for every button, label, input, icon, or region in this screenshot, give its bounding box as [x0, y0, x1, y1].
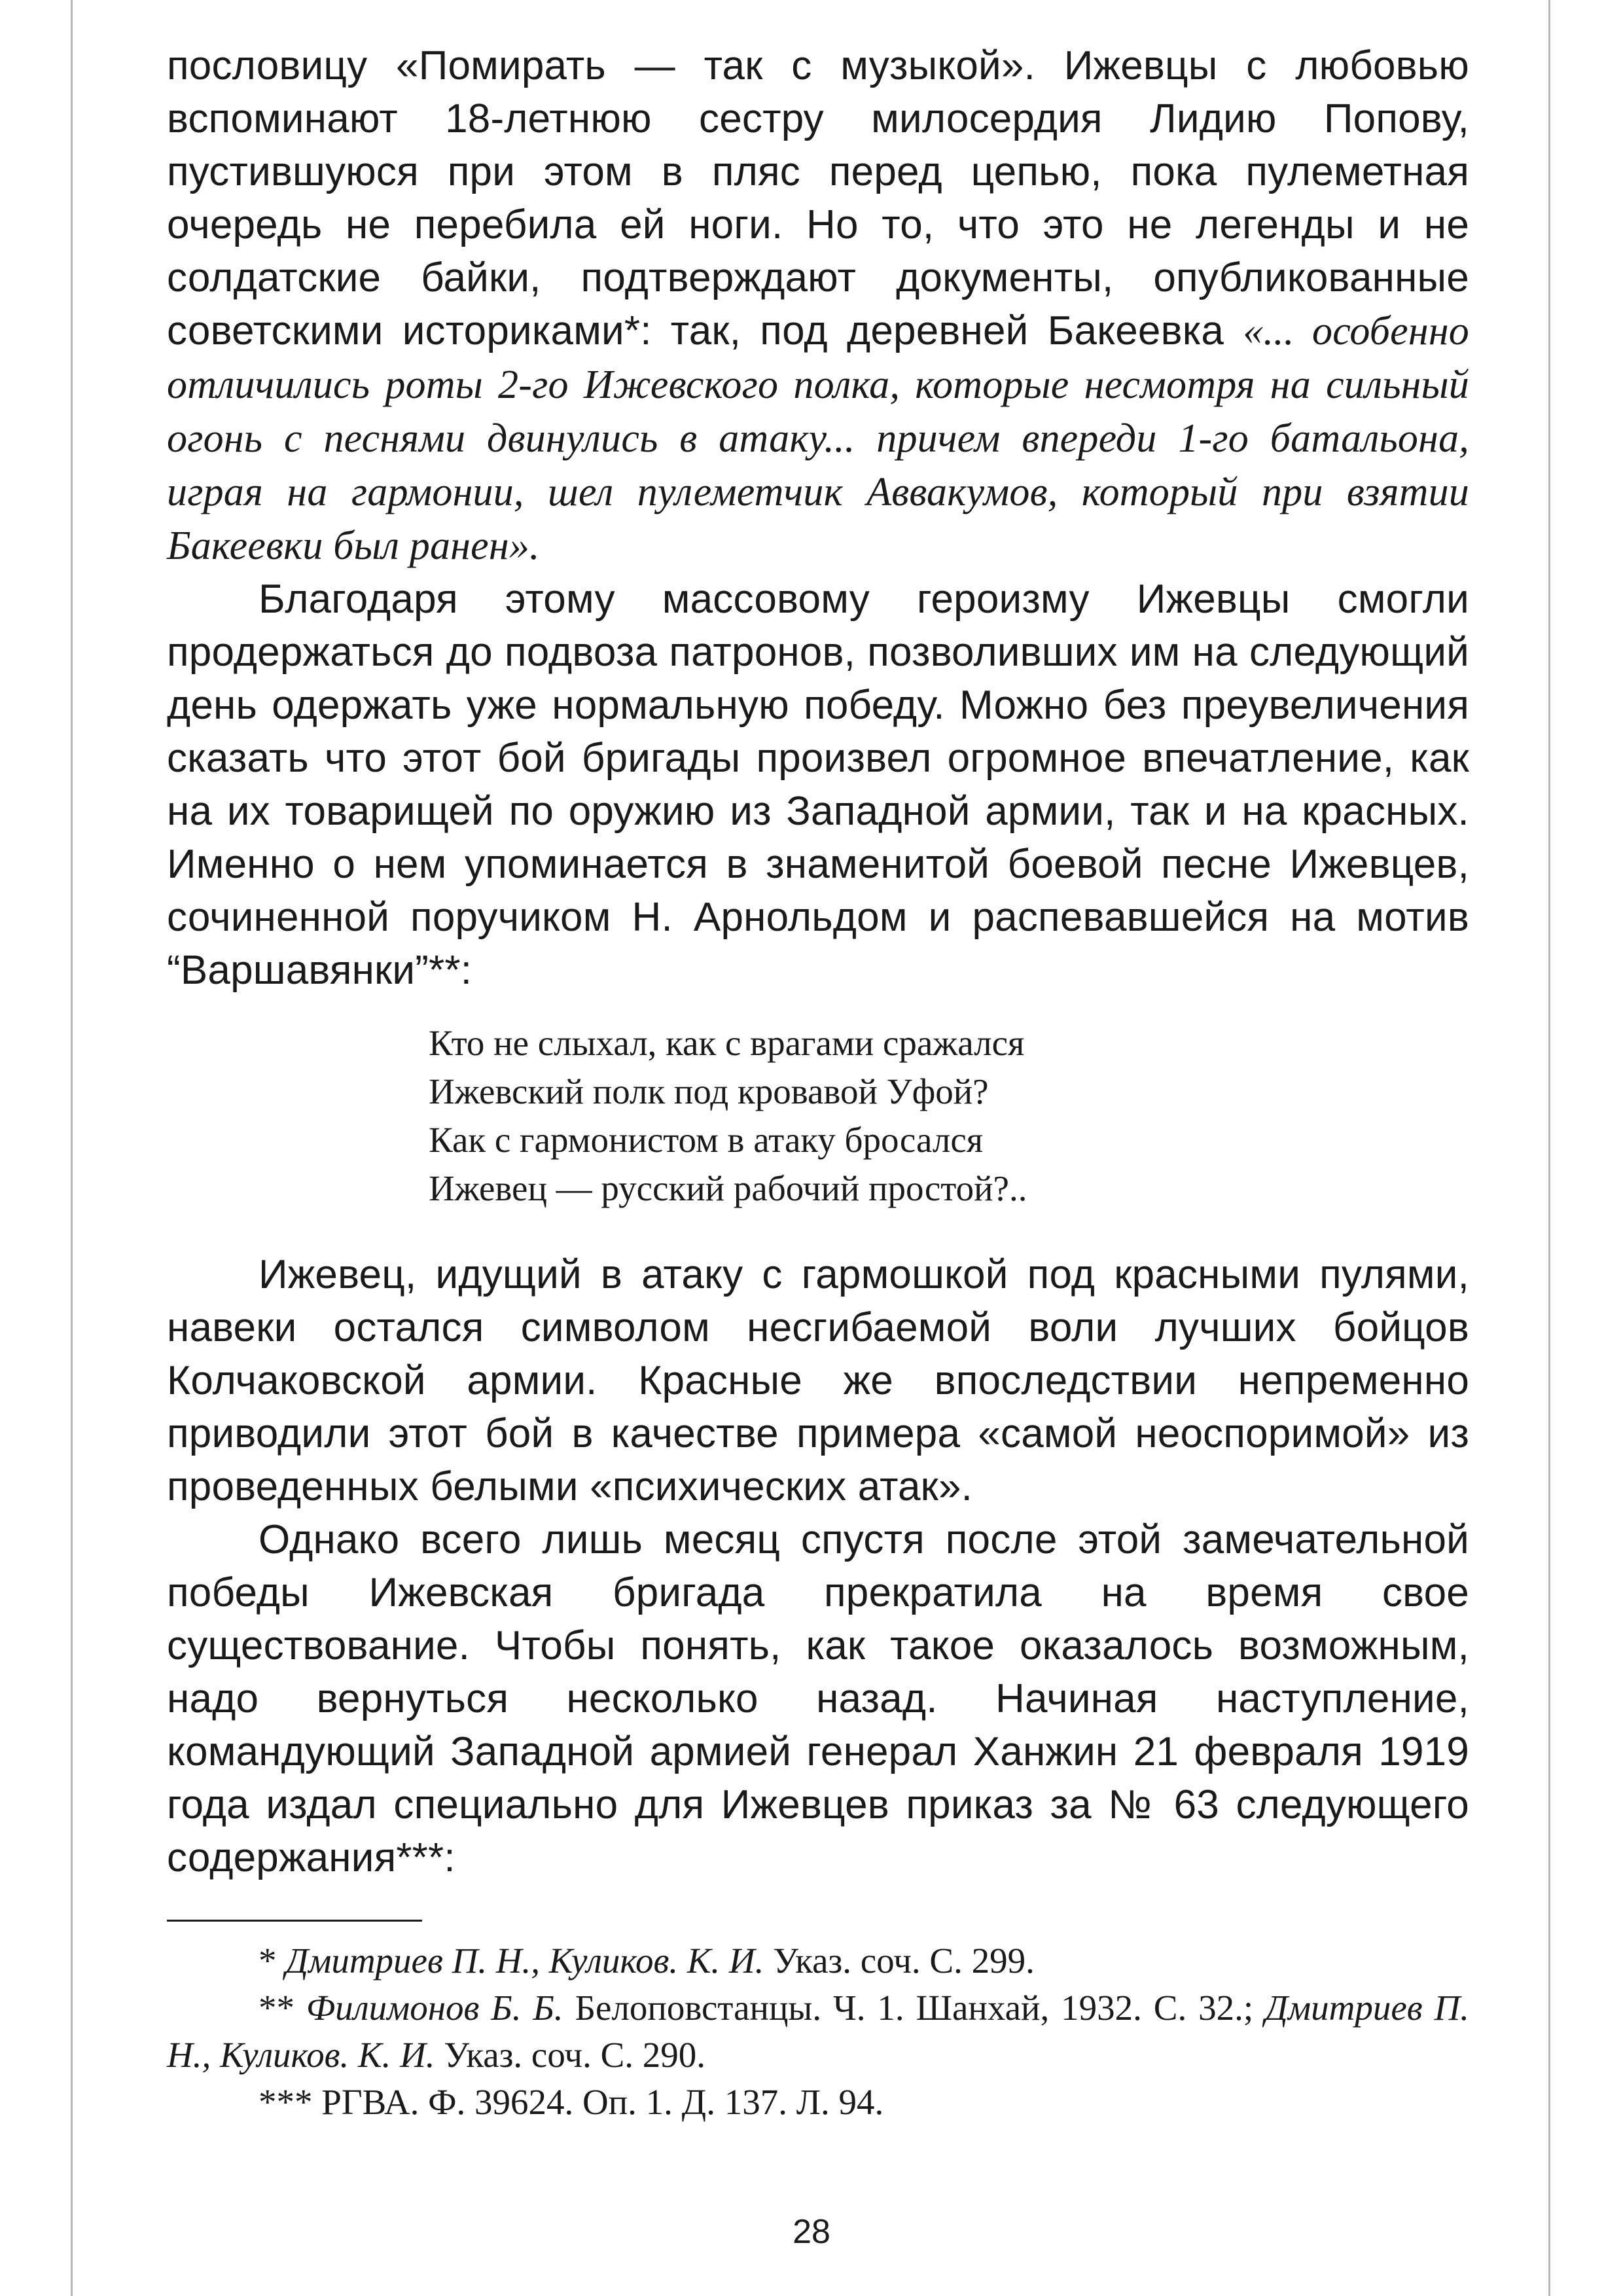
verse-line-3: Как с гармонистом в атаку бросался	[429, 1120, 984, 1160]
footnote-separator	[167, 1920, 422, 1922]
footnote-2-author-2: Дмитриев П. Н., Куликов. К. И.	[167, 1988, 1469, 2075]
verse-line-1: Кто не слыхал, как с врагами сражался	[429, 1023, 1025, 1063]
footnote-1	[167, 1937, 1469, 1984]
footnote-1-author: Дмитриев П. Н., Куликов. К. И.	[285, 1941, 764, 1981]
page-number: 28	[793, 2213, 830, 2251]
paragraph-1	[167, 39, 1469, 573]
paragraph-4: Однако всего лишь месяц спустя после этой замечательной победы Ижевская бригада прекратила на время свое существование. Чтобы понять, как такое оказалось возможным, надо вернуться несколько назад. Начиная наступление, командующий Западной армией генерал Ханжин 21 февраля 1919 года издал специально для Ижевцев приказ за № 63 следующего содержания***:	[167, 1517, 1469, 1880]
footnote-1-mark: *	[259, 1941, 286, 1981]
document-quote: «... особенно отличились роты 2-го Ижевского полка, которые несмотря на сильный огонь с песнями двинулись в атаку... причем впереди 1-го батальона, играя на гармонии, шел пулеметчик Аввакумов, который при взятии Бакеевки был ранен».	[167, 309, 1469, 568]
footnotes	[167, 1937, 1469, 2126]
song-verse	[429, 1019, 1469, 1213]
verse-line-4: Ижевец — русский рабочий простой?..	[429, 1168, 1027, 1208]
body-text-continued	[167, 1248, 1469, 1884]
paragraph-3: Ижевец, идущий в атаку с гармошкой под красными пулями, навеки остался символом несгибаемой воли лучших бойцов Колчаковской армии. Красные же впоследствии непременно приводили этот бой в качестве примера «самой неоспоримой» из проведенных белыми «психических атак».	[167, 1252, 1469, 1509]
footnote-2-text: Белоповстанцы. Ч. 1. Шанхай, 1932. С. 32.;	[563, 1988, 1266, 2028]
footnote-3: *** РГВА. Ф. 39624. Оп. 1. Д. 137. Л. 94.	[259, 2082, 884, 2122]
left-margin-rule	[71, 0, 73, 2296]
footnote-2	[167, 1984, 1469, 2079]
footnote-2-author: Филимонов Б. Б.	[306, 1988, 563, 2028]
body-text	[167, 39, 1469, 997]
page-content	[167, 39, 1469, 2126]
paragraph-1-text: пословицу «Помирать — так с музыкой». Ижевцы с любовью вспоминают 18-летнюю сестру милосердия Лидию Попову, пустившуюся при этом в пляс перед цепью, пока пулеметная очередь не перебила ей ноги. Но то, что это не легенды и не солдатские байки, подтверждают документы, опубликованные советскими историками*: так, под деревней Бакеевка	[167, 43, 1469, 353]
paragraph-2: Благодаря этому массовому героизму Ижевцы смогли продержаться до подвоза патронов, позволивших им на следующий день одержать уже нормальную победу. Можно без преувеличения сказать что этот бой бригады произвел огромное впечатление, как на их товарищей по оружию из Западной армии, так и на красных. Именно о нем упоминается в знаменитой боевой песне Ижевцев, сочиненной поручиком Н. Арнольдом и распевавшейся на мотив “Варшавянки”**:	[167, 577, 1469, 993]
footnote-2-text-2: Указ. соч. С. 290.	[435, 2035, 706, 2075]
footnote-2-mark: **	[259, 1988, 306, 2028]
right-margin-rule	[1548, 0, 1550, 2296]
verse-line-2: Ижевский полк под кровавой Уфой?	[429, 1071, 989, 1111]
footnote-1-text: Указ. соч. С. 299.	[764, 1941, 1035, 1981]
